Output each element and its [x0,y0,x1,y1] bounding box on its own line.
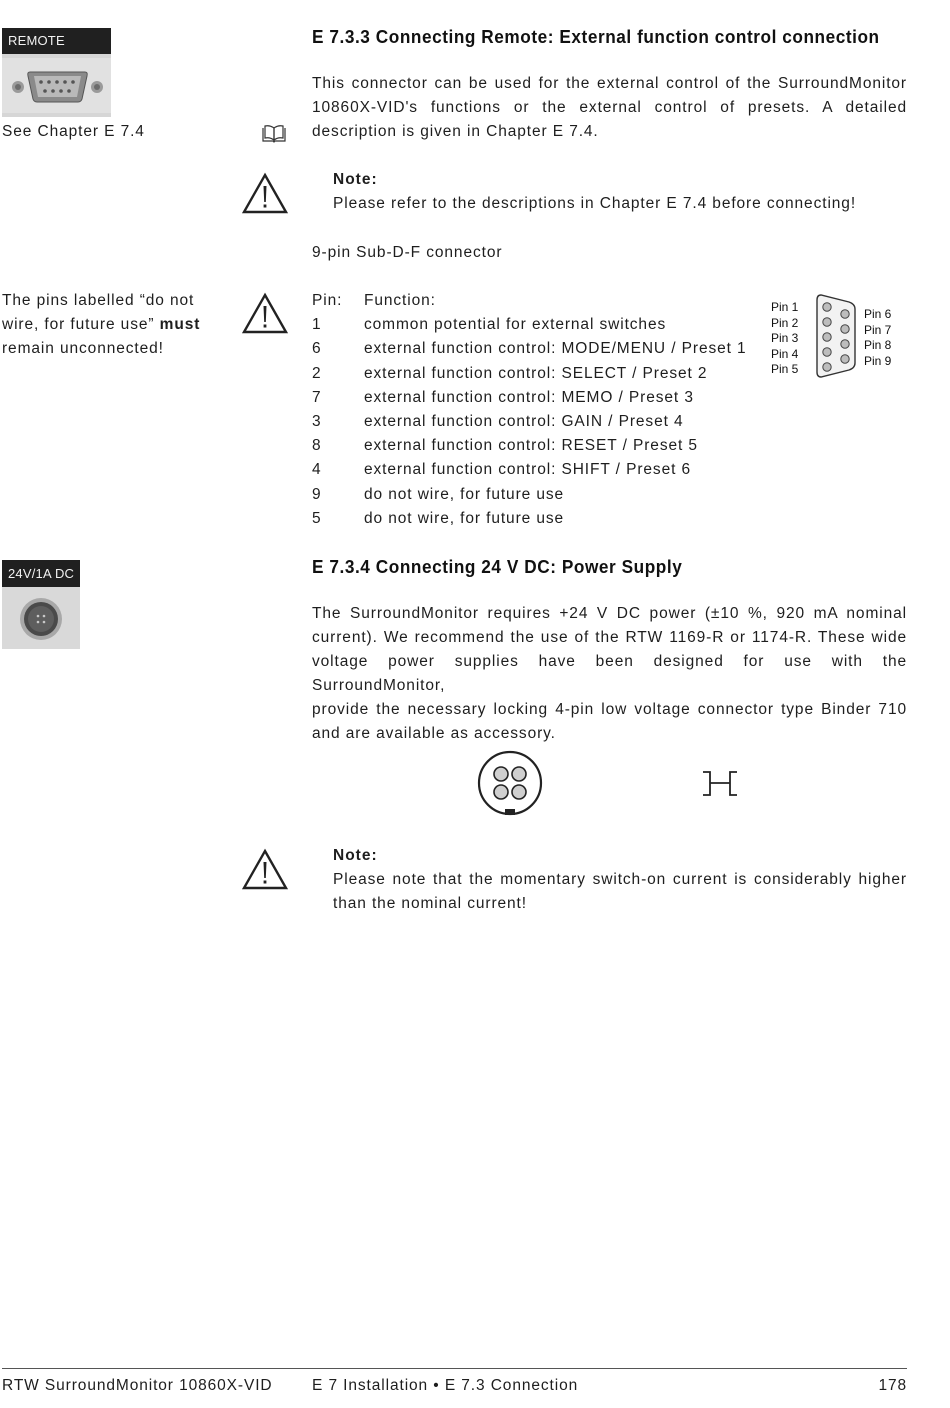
dsub-pinout-diagram [771,292,901,382]
see-chapter-note: See Chapter E 7.4 [2,123,145,140]
pin-function: do not wire, for future use [364,485,565,503]
pin-number: 8 [312,437,322,455]
connector-type: 9-pin Sub-D-F connector [312,244,503,261]
table-row [312,337,747,361]
note-text-line: than the nominal current! [333,895,527,912]
dsub-pin-label: Pin 6 [864,307,892,321]
pin-number: 2 [312,364,322,382]
pin-number: 6 [312,340,322,358]
warning-triangle-icon [242,848,288,890]
note-title: Note: [333,847,378,864]
function-header: Function: [364,292,436,309]
pin-function: external function control: RESET / Preset 5 [364,437,698,455]
power-supply-symbol-icon [700,771,740,797]
table-row [312,313,747,337]
pin-function: external function control: MEMO / Preset 3 [364,388,694,406]
pin-number: 4 [312,461,322,479]
power-socket-photo-icon [2,587,80,649]
power-intro [312,602,907,746]
power-intro-line: voltage power supplies have been designed for use with the SurroundMonitor, [312,653,907,694]
power-heading: E 7.3.4 Connecting 24 V DC: Power Supply [312,556,683,577]
dsub-pin-label: Pin 3 [771,331,799,345]
power-intro-line: provide the necessary locking 4-pin low voltage connector type Binder 710 [312,701,907,718]
dsub-pin-label: Pin 8 [864,338,892,352]
dsub-pin-label: Pin 2 [771,315,799,330]
table-row [312,434,747,458]
pin-function: external function control: GAIN / Preset 4 [364,412,684,430]
pin-number: 5 [312,509,322,527]
footer-rule [2,1368,907,1369]
table-row [312,362,747,386]
remote-intro-line: description is given in Chapter E 7.4. [312,123,599,140]
power-intro-line: The SurroundMonitor requires +24 V DC power (±10 %, 920 mA nominal [312,605,907,622]
warning-triangle-icon [242,172,288,214]
table-row [312,386,747,410]
note-title: Note: [333,171,378,188]
table-row [312,507,747,531]
power-intro-line: and are available as accessory. [312,725,556,742]
pin-table [312,289,747,531]
remote-intro-line: 10860X-VID's functions or the external control of presets. A detailed [312,99,907,116]
page-number: 178 [878,1377,907,1394]
power-note [333,844,907,916]
dsub-pin-label: Pin 7 [864,322,892,337]
power-photo-label: 24V/1A DC [2,560,80,587]
pin-function: external function control: SELECT / Preset 2 [364,364,708,382]
unconnected-pins-text-end: remain unconnected! [2,340,164,357]
table-row [312,410,747,434]
dsub-pin-label: Pin 4 [771,346,799,361]
pin-header: Pin: [312,292,343,309]
remote-intro-line: This connector can be used for the external control of the SurroundMonitor [312,75,907,92]
dsub-connector-icon [813,292,859,380]
pin-function: external function control: MODE/MENU / Preset 1 [364,340,747,358]
dsub-left-labels [771,300,798,378]
table-row [312,458,747,482]
dsub-port-photo-icon [2,54,111,117]
power-connector-photo [2,560,80,649]
note-text: Please refer to the descriptions in Chapter E 7.4 before connecting! [333,195,857,212]
warning-triangle-icon [242,292,288,334]
note-text-line: Please note that the momentary switch-on current is considerably higher [333,871,907,888]
four-pin-connector-icon [475,748,545,820]
power-intro-line: current). We recommend the use of the RTW 1169-R or 1174-R. These wide [312,629,907,646]
remote-note [333,168,856,216]
footer-chapter: E 7 Installation • E 7.3 Connection [312,1377,579,1394]
pin-function: do not wire, for future use [364,509,565,527]
footer-product: RTW SurroundMonitor 10860X-VID [2,1377,273,1394]
unconnected-pins-emphasis: must [159,316,201,333]
dsub-pin-label: Pin 1 [771,300,799,314]
unconnected-pins-text: The pins labelled “do not wire, for future use” [2,292,195,333]
remote-connector-photo [2,28,111,117]
pin-function: external function control: SHIFT / Preset 6 [364,461,692,479]
book-icon [261,124,287,144]
dsub-right-labels [864,307,891,369]
dsub-pin-label: Pin 9 [864,353,892,368]
remote-intro [312,72,907,144]
table-row [312,483,747,507]
pin-table-header [312,289,747,313]
pin-number: 7 [312,388,322,406]
pin-number: 1 [312,316,322,334]
pin-function: common potential for external switches [364,316,667,334]
remote-heading: E 7.3.3 Connecting Remote: External function control connection [312,26,880,47]
dsub-pin-label: Pin 5 [771,362,799,376]
pin-number: 9 [312,485,322,503]
pin-number: 3 [312,412,322,430]
remote-photo-label: REMOTE [2,28,111,54]
unconnected-pins-note [2,289,217,361]
